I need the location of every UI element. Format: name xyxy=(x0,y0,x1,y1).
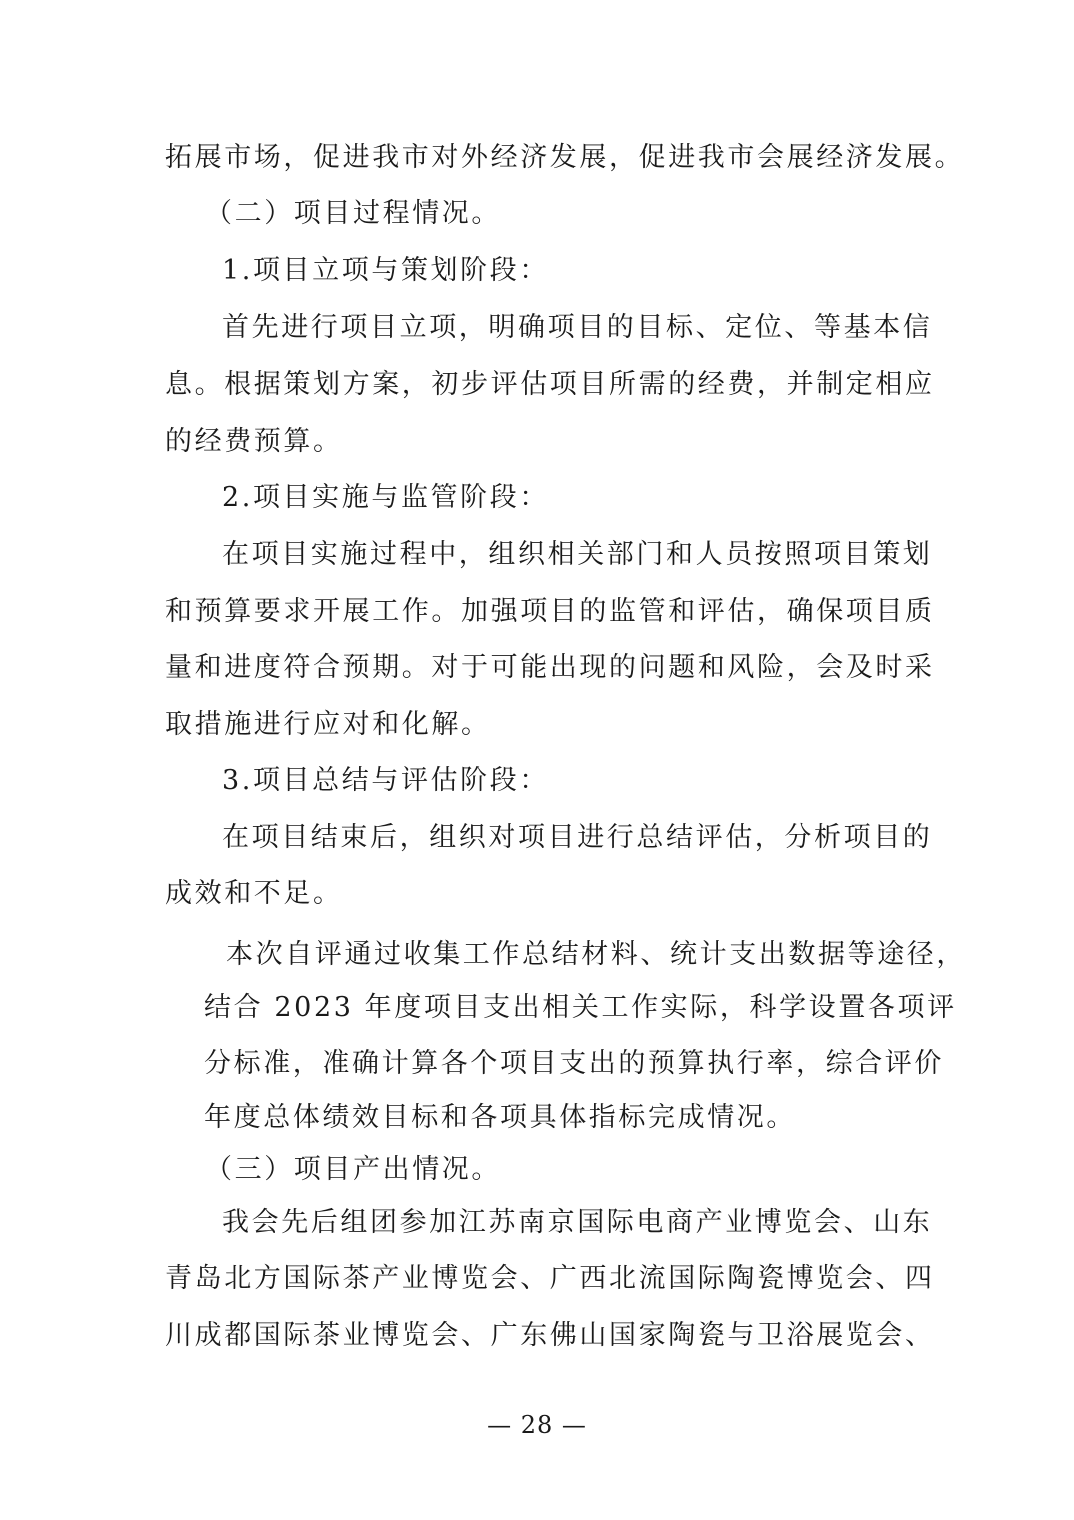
body-text-line: 本次自评通过收集工作总结材料、统计支出数据等途径， xyxy=(226,939,966,970)
body-text-line: 在项目实施过程中，组织相关部门和人员按照项目策划 xyxy=(222,539,933,570)
body-text-line: 的经费预算。 xyxy=(165,426,343,457)
body-text-line: 量和进度符合预期。对于可能出现的问题和风险，会及时采 xyxy=(165,652,935,683)
body-text-line: 在项目结束后，组织对项目进行总结评估，分析项目的 xyxy=(222,822,933,853)
section-heading: （二）项目过程情况。 xyxy=(205,198,501,229)
body-text-line: 拓展市场，促进我市对外经济发展，促进我市会展经济发展。 xyxy=(165,142,965,173)
subsection-heading: 1.项目立项与策划阶段： xyxy=(222,255,549,286)
section-heading: （三）项目产出情况。 xyxy=(205,1154,501,1185)
body-text-line: 结合 2023 年度项目支出相关工作实际，科学设置各项评 xyxy=(204,992,957,1023)
body-text-line: 取措施进行应对和化解。 xyxy=(165,709,491,740)
body-text-line: 川成都国际茶业博览会、广东佛山国家陶瓷与卫浴展览会、 xyxy=(165,1320,935,1351)
body-text-line: 我会先后组团参加江苏南京国际电商产业博览会、山东 xyxy=(222,1207,933,1238)
subsection-heading: 3.项目总结与评估阶段： xyxy=(222,765,549,796)
body-text-line: 和预算要求开展工作。加强项目的监管和评估，确保项目质 xyxy=(165,596,935,627)
body-text-line: 首先进行项目立项，明确项目的目标、定位、等基本信 xyxy=(222,312,933,343)
body-text-line: 息。根据策划方案，初步评估项目所需的经费，并制定相应 xyxy=(165,369,935,400)
subsection-heading: 2.项目实施与监管阶段： xyxy=(222,482,549,513)
body-text-line: 年度总体绩效目标和各项具体指标完成情况。 xyxy=(204,1102,796,1133)
page-number: — 28 — xyxy=(487,1411,587,1439)
body-text-line: 成效和不足。 xyxy=(165,878,343,909)
body-text-line: 青岛北方国际茶产业博览会、广西北流国际陶瓷博览会、四 xyxy=(165,1263,935,1294)
body-text-line: 分标准，准确计算各个项目支出的预算执行率，综合评价 xyxy=(204,1048,944,1079)
